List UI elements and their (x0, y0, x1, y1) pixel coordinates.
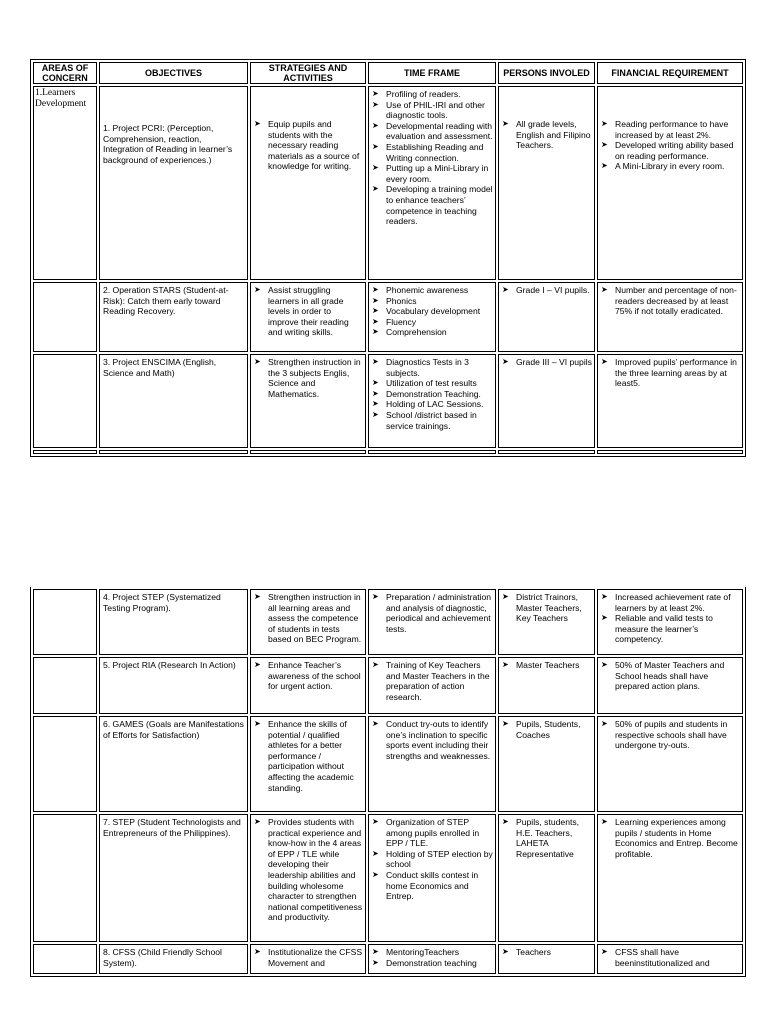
list-item-text: Organization of STEP among pupils enrolled in EPP / TLE. (386, 817, 480, 849)
list-item (372, 184, 493, 226)
list-item (254, 660, 363, 692)
list-item-text: Diagnostics Tests in 3 subjects. (386, 357, 469, 378)
list-item (601, 357, 740, 389)
list-item-text: Comprehension (386, 327, 447, 338)
list-item (372, 410, 493, 431)
arrow-bullet-icon: ➤ (601, 719, 608, 728)
persons-cell (498, 589, 595, 655)
persons-cell (498, 86, 595, 280)
strategies-cell (250, 86, 366, 280)
bullet-list (598, 945, 742, 970)
financial-cell (597, 944, 743, 974)
header-financial: FINANCIAL REQUIREMENT (597, 62, 743, 84)
list-item (372, 389, 493, 400)
header-persons: PERSONS INVOLED (498, 62, 595, 84)
financial-cell (597, 716, 743, 812)
list-item (372, 958, 493, 969)
list-item-text: Reading performance to have increased by at least 2%. (615, 119, 729, 140)
arrow-bullet-icon: ➤ (601, 613, 608, 623)
bullet-list (369, 590, 495, 636)
strategies-cell (250, 282, 366, 352)
list-item-text: All grade levels, English and Filipino Teachers. (516, 119, 591, 151)
arrow-bullet-icon: ➤ (372, 660, 379, 669)
bullet-list (251, 590, 365, 647)
objective-cell (99, 814, 248, 942)
financial-cell (597, 589, 743, 655)
area-cell (33, 814, 97, 942)
arrow-bullet-icon: ➤ (502, 592, 509, 601)
arrow-bullet-icon: ➤ (601, 947, 608, 956)
bullet-list (499, 590, 594, 626)
list-item-text: School /district based in service trainings. (386, 409, 477, 431)
plan-table-page-2 (30, 587, 746, 977)
persons-cell (498, 282, 595, 352)
arrow-bullet-icon: ➤ (601, 161, 608, 171)
strategies-cell (250, 814, 366, 942)
list-item-text: Training of Key Teachers and Master Teachers in the preparation of action research. (386, 660, 490, 702)
arrow-bullet-icon: ➤ (372, 409, 379, 419)
time-frame-cell (368, 86, 496, 280)
list-item (502, 660, 592, 671)
persons-cell (498, 814, 595, 942)
area-cell (33, 589, 97, 655)
arrow-bullet-icon: ➤ (601, 357, 608, 366)
objective-text: 8. CFSS (Child Friendly School System). (103, 947, 222, 968)
list-item (372, 378, 493, 389)
arrow-bullet-icon: ➤ (372, 957, 379, 967)
bullet-list (598, 590, 742, 647)
persons-cell (498, 716, 595, 812)
arrow-bullet-icon: ➤ (502, 357, 509, 366)
list-item (372, 285, 493, 296)
list-item (601, 817, 740, 859)
list-item-text: Strengthen instruction in the 3 subjects Englis, Science and Mathematics. (268, 357, 361, 399)
list-item-text: Holding of STEP election by school (386, 848, 493, 870)
table-row (33, 814, 743, 942)
objective-text: 6. GAMES (Goals are Manifestations of Efforts for Satisfaction) (103, 719, 244, 740)
bullet-list (251, 87, 365, 174)
list-item-text: Vocabulary development (386, 306, 481, 317)
list-item-text: Reliable and valid tests to measure the learner’s competency. (615, 613, 713, 645)
list-item-text: Phonemic awareness (386, 285, 469, 295)
list-item-text: Demonstration Teaching. (386, 388, 481, 399)
objective-text: 4. Project STEP (Systematized Testing Program). (103, 592, 221, 613)
arrow-bullet-icon: ➤ (254, 719, 261, 728)
list-item (254, 119, 363, 172)
list-item-text: District Trainors, Master Teachers, Key Teachers (516, 592, 582, 624)
list-item (601, 161, 740, 172)
bullet-list (499, 283, 594, 298)
list-item-text: Grade III – VI pupils (516, 357, 592, 367)
list-item-text: Preparation / administration and analysis of diagnostic, periodical and achievement tests. (386, 592, 492, 634)
area-cell (33, 282, 97, 352)
bullet-list (251, 945, 365, 970)
arrow-bullet-icon: ➤ (254, 660, 261, 669)
arrow-bullet-icon: ➤ (601, 119, 608, 128)
list-item (601, 947, 740, 968)
list-item (372, 719, 493, 761)
arrow-bullet-icon: ➤ (372, 285, 379, 294)
list-item-text: Grade I – VI pupils. (516, 285, 590, 295)
list-item (372, 327, 493, 338)
area-cell (33, 944, 97, 974)
objective-cell (99, 589, 248, 655)
list-item-text: Profiling of readers. (386, 89, 461, 99)
financial-cell (597, 814, 743, 942)
list-item (601, 613, 740, 645)
strategies-cell (250, 716, 366, 812)
objective-cell (99, 657, 248, 714)
list-item (601, 719, 740, 751)
list-item-text: Strengthen instruction in all learning areas and assess the competence of students in tests based on BEC Program. (268, 592, 362, 645)
header-time-frame: TIME FRAME (368, 62, 496, 84)
bullet-list (499, 717, 594, 742)
list-item-text: A Mini-Library in every room. (615, 161, 725, 172)
header-areas: AREAS OF CONCERN (33, 62, 97, 84)
bullet-list (369, 945, 495, 970)
objective-cell (99, 716, 248, 812)
list-item-text: 50% of Master Teachers and School heads shall have prepared action plans. (615, 660, 725, 692)
arrow-bullet-icon: ➤ (372, 817, 379, 826)
arrow-bullet-icon: ➤ (254, 947, 261, 956)
bullet-list (369, 355, 495, 433)
time-frame-cell (368, 657, 496, 714)
objective-text: 5. Project RIA (Research In Action) (103, 660, 236, 670)
area-cell (33, 354, 97, 448)
list-item (502, 592, 592, 624)
list-item (502, 119, 592, 151)
list-item (372, 89, 493, 100)
bullet-list (598, 355, 742, 391)
persons-cell (498, 944, 595, 974)
table-end-row (33, 450, 743, 454)
arrow-bullet-icon: ➤ (502, 817, 509, 826)
bullet-list (598, 283, 742, 319)
list-item-text: Learning experiences among pupils / students in Home Economics and Entrep. Become profitable. (615, 817, 738, 859)
list-item-text: Enhance the skills of potential / qualified athletes for a better performance / participation without affecting the academic standing. (268, 719, 354, 793)
time-frame-cell (368, 282, 496, 352)
list-item (502, 817, 592, 859)
arrow-bullet-icon: ➤ (372, 719, 379, 728)
arrow-bullet-icon: ➤ (601, 140, 608, 150)
list-item (502, 719, 592, 740)
bullet-list (598, 717, 742, 753)
list-item (254, 817, 363, 923)
list-item (372, 142, 493, 163)
area-cell (33, 716, 97, 812)
area-cell (33, 657, 97, 714)
objective-cell (99, 86, 248, 280)
list-item (372, 870, 493, 902)
time-frame-cell (368, 944, 496, 974)
list-item-text: Number and percentage of non-readers decreased by at least 75% if not totally eradicated. (615, 285, 737, 317)
area-cell (33, 86, 97, 280)
list-item (372, 163, 493, 184)
list-item (372, 592, 493, 634)
list-item-text: Teachers (516, 947, 551, 957)
list-item (254, 719, 363, 793)
table-row (33, 86, 743, 280)
arrow-bullet-icon: ➤ (372, 399, 379, 409)
list-item (601, 660, 740, 692)
arrow-bullet-icon: ➤ (601, 660, 608, 669)
list-item-text: Establishing Reading and Writing connection. (386, 141, 484, 163)
header-row (33, 62, 743, 84)
bullet-list (369, 717, 495, 763)
strategies-cell (250, 354, 366, 448)
list-item-text: Pupils, students, H.E. Teachers, LAHETA Representative (516, 817, 580, 859)
header-strategies: STRATEGIES AND ACTIVITIES (250, 62, 366, 84)
arrow-bullet-icon: ➤ (372, 378, 379, 388)
list-item-text: Developing a training model to enhance teachers’ competence in teaching readers. (386, 184, 493, 227)
bullet-list (499, 945, 594, 960)
bullet-list (369, 87, 495, 229)
arrow-bullet-icon: ➤ (372, 947, 379, 956)
financial-cell (597, 354, 743, 448)
list-item (601, 592, 740, 613)
list-item (502, 285, 592, 296)
bullet-list (251, 815, 365, 925)
list-item-text: 50% of pupils and students in respective schools shall have undergone try-outs. (615, 719, 728, 751)
arrow-bullet-icon: ➤ (372, 141, 379, 151)
arrow-bullet-icon: ➤ (372, 316, 379, 326)
list-item (502, 357, 592, 368)
strategies-cell (250, 589, 366, 655)
list-item-text: Putting up a Mini-Library in every room. (386, 163, 489, 184)
objective-cell (99, 354, 248, 448)
arrow-bullet-icon: ➤ (372, 869, 379, 879)
bullet-list (369, 283, 495, 340)
bullet-list (251, 717, 365, 795)
list-item-text: Phonics (386, 295, 417, 306)
list-item-text: Master Teachers (516, 660, 580, 670)
list-item (601, 119, 740, 140)
list-item-text: Pupils, Students, Coaches (516, 719, 581, 740)
objective-cell (99, 944, 248, 974)
list-item (502, 947, 592, 958)
objective-text: 3. Project ENSCIMA (English, Science and Math) (103, 357, 217, 378)
list-item (601, 285, 740, 317)
list-item-text: Demonstration teaching (386, 957, 477, 968)
list-item (372, 399, 493, 410)
strategies-cell (250, 944, 366, 974)
table-row (33, 657, 743, 714)
arrow-bullet-icon: ➤ (601, 817, 608, 826)
objective-cell (99, 282, 248, 352)
list-item (372, 357, 493, 378)
arrow-bullet-icon: ➤ (502, 947, 509, 956)
bullet-list (369, 658, 495, 704)
time-frame-cell (368, 814, 496, 942)
header-objectives: OBJECTIVES (99, 62, 248, 84)
bullet-list (251, 283, 365, 340)
arrow-bullet-icon: ➤ (372, 848, 379, 858)
arrow-bullet-icon: ➤ (372, 592, 379, 601)
arrow-bullet-icon: ➤ (502, 719, 509, 728)
list-item (372, 817, 493, 849)
bullet-list (499, 87, 594, 153)
arrow-bullet-icon: ➤ (254, 817, 261, 826)
list-item (372, 100, 493, 121)
bullet-list (369, 815, 495, 904)
list-item (372, 317, 493, 328)
list-item-text: Developmental reading with evaluation and assessment. (386, 120, 493, 142)
arrow-bullet-icon: ➤ (372, 184, 379, 194)
plan-table-page-1 (30, 59, 746, 457)
arrow-bullet-icon: ➤ (502, 660, 509, 669)
arrow-bullet-icon: ➤ (372, 120, 379, 130)
list-item-text: Enhance Teacher’s awareness of the school for urgent action. (268, 660, 361, 692)
list-item-text: Use of PHIL-IRI and other diagnostic tools. (386, 99, 485, 121)
list-item (372, 849, 493, 870)
financial-cell (597, 657, 743, 714)
list-item (254, 285, 363, 338)
table-row (33, 716, 743, 812)
list-item-text: Institutionalize the CFSS Movement and (268, 947, 363, 968)
arrow-bullet-icon: ➤ (254, 357, 261, 366)
list-item-text: Assist struggling learners in all grade levels in order to improve their reading and writing skills. (268, 285, 349, 338)
list-item (254, 947, 363, 968)
bullet-list (251, 658, 365, 694)
arrow-bullet-icon: ➤ (502, 285, 509, 294)
list-item-text: Fluency (386, 316, 417, 327)
bullet-list (598, 815, 742, 861)
list-item-text: Provides students with practical experience and know-how in the 4 areas of EPP / TLE while developing their leadership abilities and building wholesome character to strengthen national competitiveness and productivity. (268, 817, 363, 923)
table-row (33, 944, 743, 974)
arrow-bullet-icon: ➤ (502, 119, 509, 128)
list-item (372, 660, 493, 702)
list-item (254, 592, 363, 645)
bullet-list (499, 355, 594, 370)
list-item (601, 140, 740, 161)
persons-cell (498, 354, 595, 448)
list-item-text: CFSS shall have beeninstitutionalized and (615, 947, 710, 968)
financial-cell (597, 282, 743, 352)
list-item-text: Holding of LAC Sessions. (386, 399, 484, 410)
arrow-bullet-icon: ➤ (372, 306, 379, 316)
list-item-text: Equip pupils and students with the necessary reading materials as a source of knowledge for writing. (268, 119, 360, 172)
time-frame-cell (368, 589, 496, 655)
bullet-list (598, 658, 742, 694)
objective-text: 7. STEP (Student Technologists and Entrepreneurs of the Philippines). (103, 817, 241, 838)
arrow-bullet-icon: ➤ (601, 285, 608, 294)
arrow-bullet-icon: ➤ (372, 89, 379, 98)
bullet-list (499, 658, 594, 673)
arrow-bullet-icon: ➤ (372, 99, 379, 109)
list-item (372, 121, 493, 142)
time-frame-cell (368, 354, 496, 448)
list-item-text: Increased achievement rate of learners by at least 2%. (615, 592, 731, 613)
objective-text: 2. Operation STARS (Student-at-Risk): Catch them early toward Reading Recovery. (103, 285, 229, 317)
bullet-list (598, 87, 742, 174)
financial-cell (597, 86, 743, 280)
arrow-bullet-icon: ➤ (372, 388, 379, 398)
objective-text: 1. Project PCRI: (Perception, Comprehension, reaction, Integration of Reading in learner’s background of experiences.) (103, 123, 233, 165)
table-row (33, 589, 743, 655)
strategies-cell (250, 657, 366, 714)
list-item-text: MentoringTeachers (386, 947, 460, 957)
list-item-text: Improved pupils’ performance in the three learning areas by at least5. (615, 357, 737, 389)
arrow-bullet-icon: ➤ (372, 327, 379, 337)
bullet-list (499, 815, 594, 861)
list-item-text: Developed writing ability based on reading performance. (615, 140, 734, 161)
list-item (372, 306, 493, 317)
list-item (372, 296, 493, 307)
arrow-bullet-icon: ➤ (601, 592, 608, 601)
persons-cell (498, 657, 595, 714)
arrow-bullet-icon: ➤ (372, 357, 379, 366)
arrow-bullet-icon: ➤ (254, 285, 261, 294)
list-item-text: Conduct try-outs to identify one’s inclination to specific sports event including their strengths and weaknesses. (386, 719, 491, 761)
table-row (33, 354, 743, 448)
area-of-concern: 1.Learners Development (35, 88, 87, 109)
list-item-text: Utilization of test results (386, 378, 477, 389)
table-row (33, 282, 743, 352)
arrow-bullet-icon: ➤ (254, 119, 261, 128)
arrow-bullet-icon: ➤ (372, 295, 379, 305)
list-item-text: Conduct skills contest in home Economics and Entrep. (386, 869, 479, 902)
list-item (372, 947, 493, 958)
time-frame-cell (368, 716, 496, 812)
bullet-list (251, 355, 365, 401)
arrow-bullet-icon: ➤ (372, 163, 379, 173)
arrow-bullet-icon: ➤ (254, 592, 261, 601)
list-item (254, 357, 363, 399)
